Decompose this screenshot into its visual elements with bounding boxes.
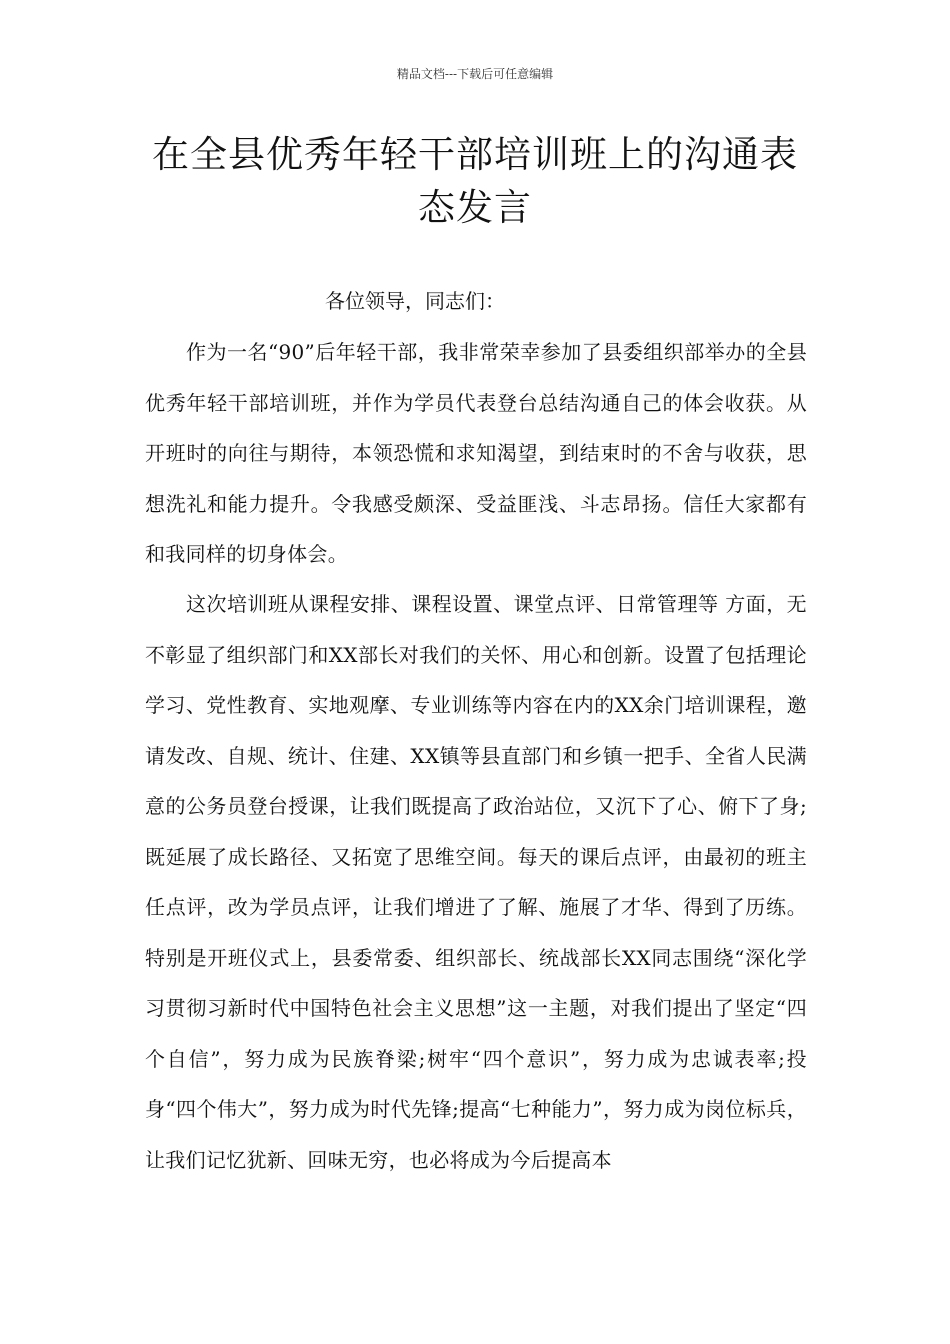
paragraph-1: 作为一名“90”后年轻干部，我非常荣幸参加了县委组织部举办的全县优秀年轻干部培训班，并作为学员代表登台总结沟通自己的体会收获。从开班时的向往与期待，本领恐慌和求知渴望，到结束时的不舍与收获，思想洗礼和能力提升。令我感受颇深、受益匪浅、斗志昂扬。信任大家都有和我同样的切身体会。 bbox=[145, 340, 807, 566]
salutation: 各位领导，同志们： bbox=[325, 289, 505, 313]
paragraph-2: 这次培训班从课程安排、课程设置、课堂点评、日常管理等 方面，无不彰显了组织部门和XX部长对我们的关怀、用心和创新。设置了包括理论学习、党性教育、实地观摩、专业训练等内容在内的XX余门培训课程，邀请发改、自规、统计、住建、XX镇等县直部门和乡镇一把手、全省人民满意的公务员登台授课，让我们既提高了政治站位，又沉下了心、俯下了身;既延展了成长路径、又拓宽了思维空间。每天的课后点评，由最初的班主任点评，改为学员点评，让我们增进了了解、施展了才华、得到了历练。特别是开班仪式上，县委常委、组织部长、统战部长XX同志围绕“深化学习贯彻习新时代中国特色社会主义思想”这一主题，对我们提出了坚定“四个自信”，努力成为民族脊梁;树牢“四个意识”，努力成为忠诚表率;投身“四个伟大”，努力成为时代先锋;提高“七种能力”，努力成为岗位标兵，让我们记忆犹新、回味无穷，也必将成为今后提高本 bbox=[145, 592, 807, 1172]
document-title: 在全县优秀年轻干部培训班上的沟通表态发言 bbox=[152, 133, 798, 229]
header-note: 精品文档---下载后可任意编辑 bbox=[396, 67, 554, 81]
